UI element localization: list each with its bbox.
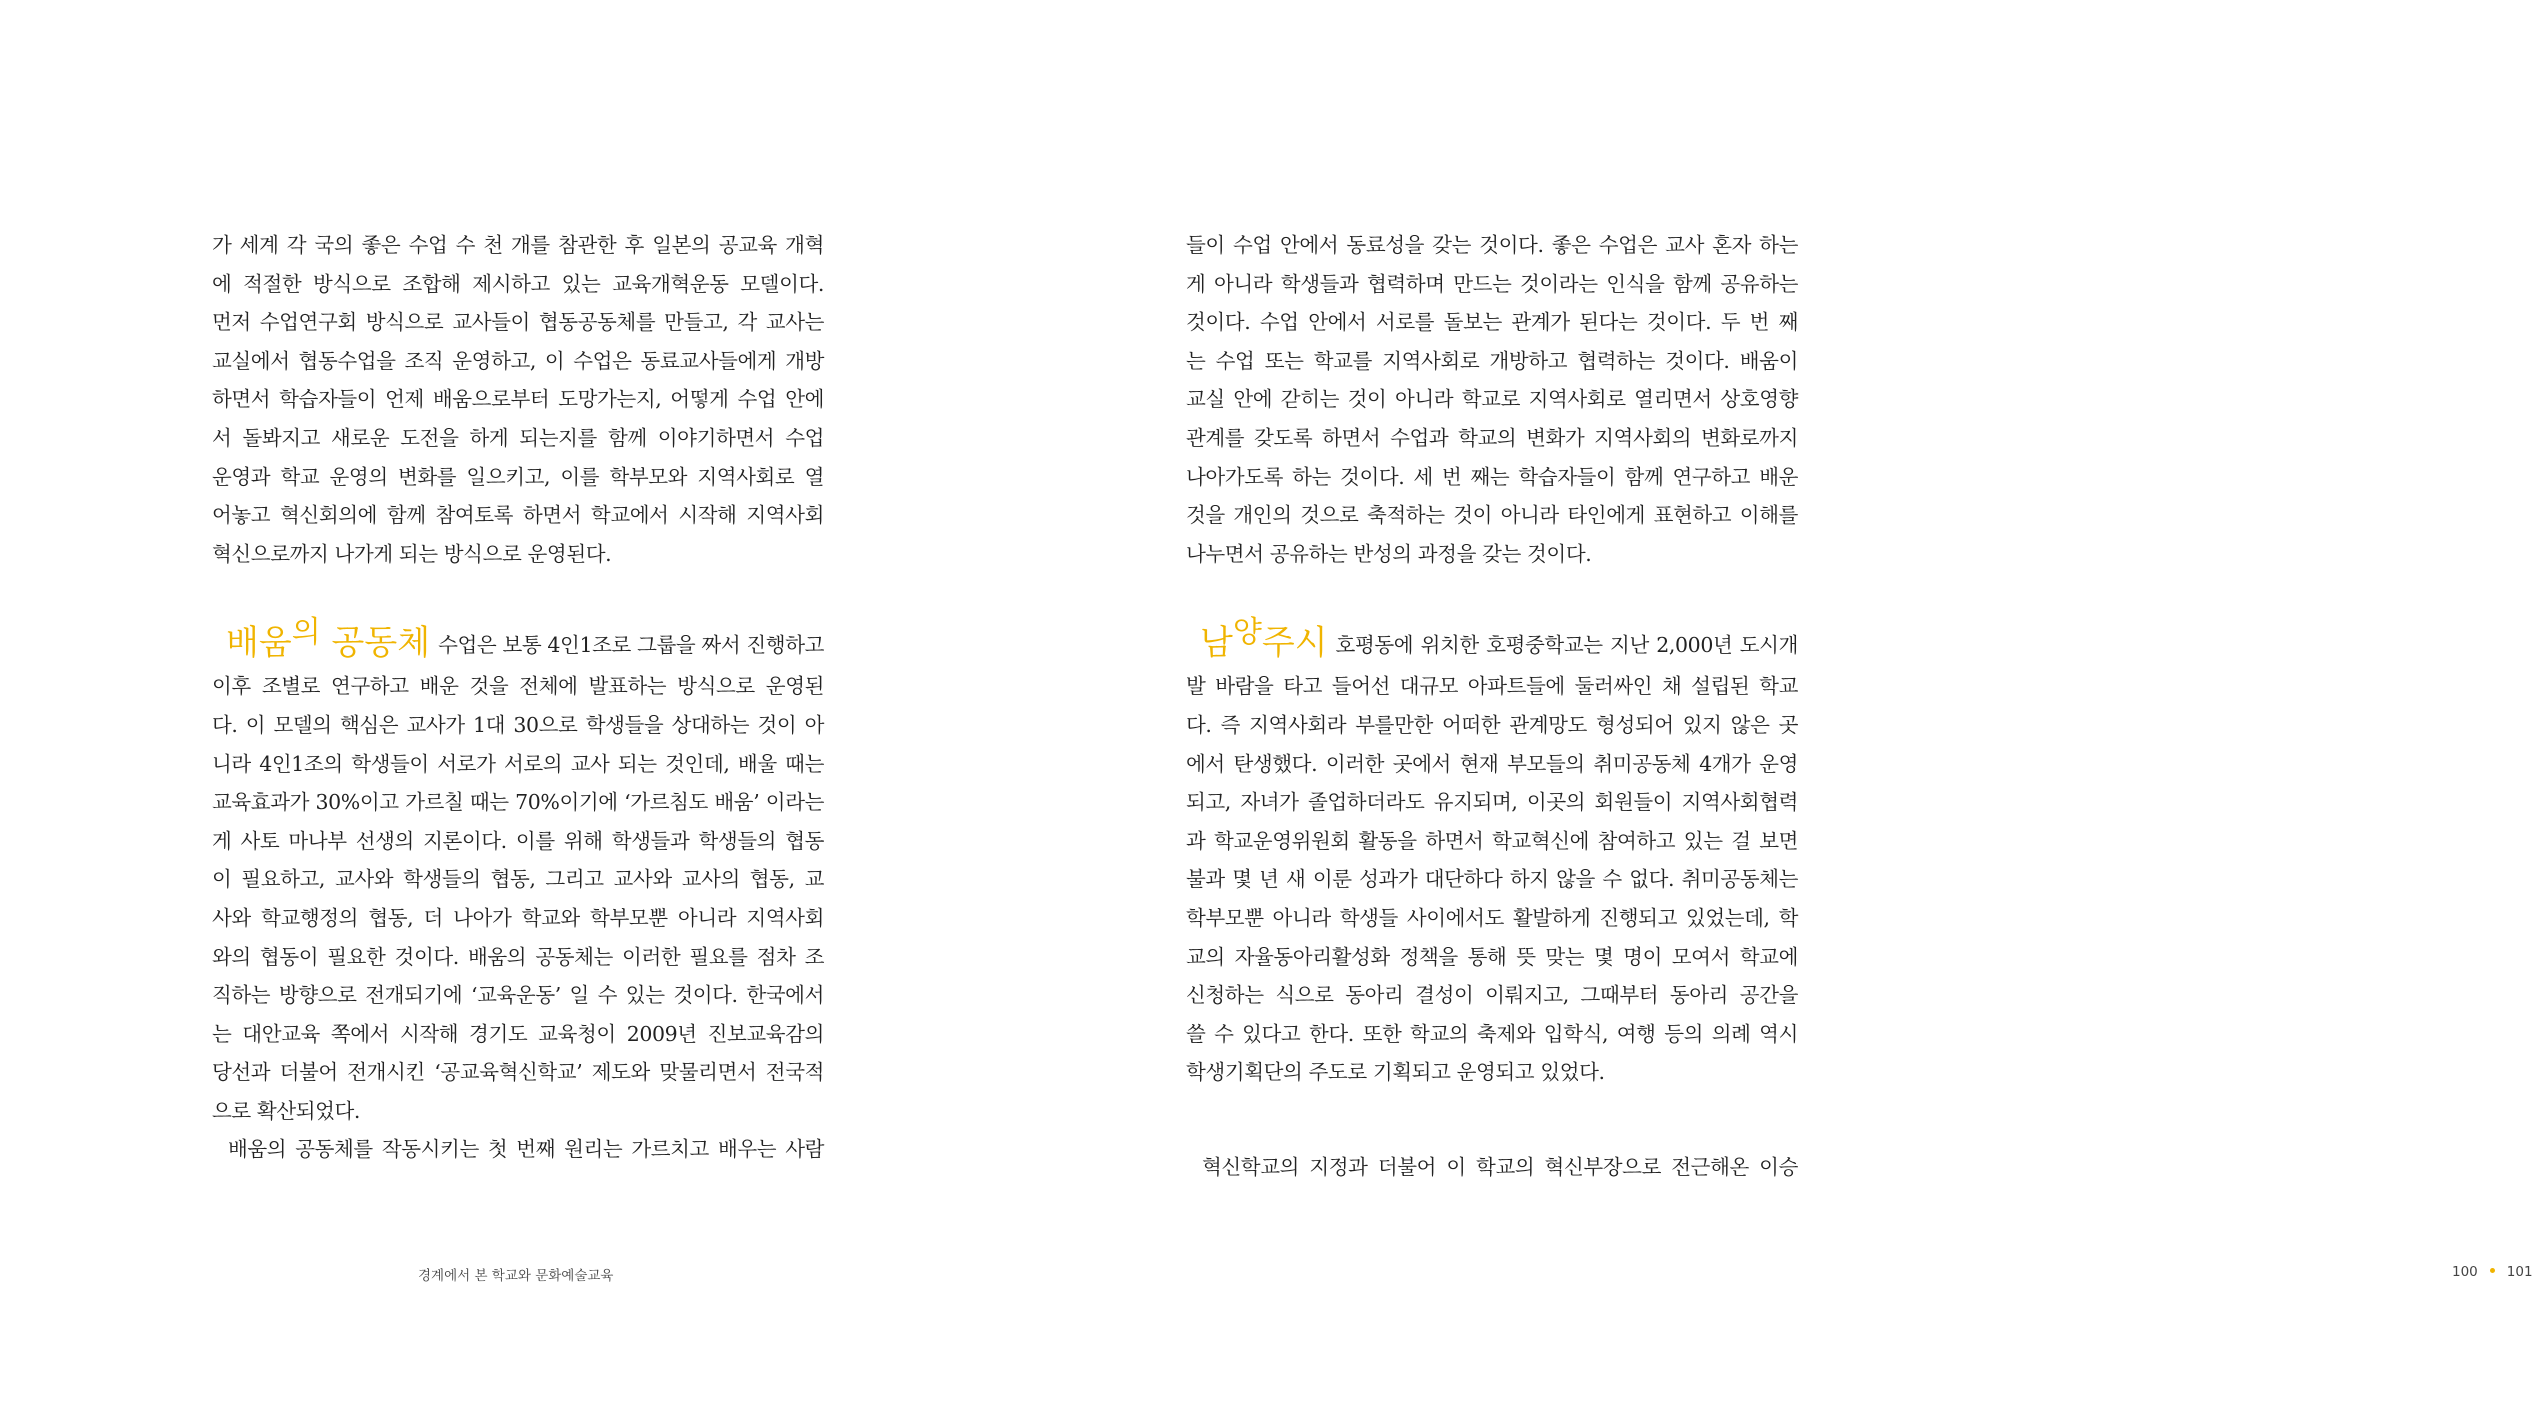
- text-line: 으로 확산되었다.: [212, 1098, 361, 1123]
- text-line: 사와 학교행정의 협동, 더 나아가 학교와 학부모뿐 아니라 지역사회: [212, 905, 824, 930]
- text-line: 교의 자율동아리활성화 정책을 통해 뜻 맞는 몇 명이 모여서 학교에: [1186, 944, 1798, 969]
- heading-main: 배움: [226, 623, 292, 664]
- text-line: 교육효과가 30%이고 가르칠 때는 70%이기에 ‘가르침도 배움’ 이라는: [212, 790, 824, 815]
- run-in-heading: [1200, 615, 1328, 664]
- heading-rest: 주시: [1261, 623, 1328, 664]
- text-line: 직하는 방향으로 전개되기에 ‘교육운동’ 일 수 있는 것이다. 한국에서: [212, 983, 824, 1008]
- heading-rest: 공동체: [331, 623, 431, 664]
- run-in-heading-line: [212, 615, 824, 667]
- right-page: [1000, 0, 2533, 1413]
- text-line: 이 필요하고, 교사와 학생들의 협동, 그리고 교사와 교사의 협동, 교: [212, 867, 824, 892]
- text-line: 발 바람을 타고 들어선 대규모 아파트들에 둘러싸인 채 설립된 학교: [1186, 674, 1798, 699]
- text-line: 것이다. 수업 안에서 서로를 돌보는 관계가 된다는 것이다. 두 번 째: [1186, 310, 1798, 335]
- right-paragraph-3: [1186, 1148, 1798, 1187]
- text-line: 혁신학교의 지정과 더불어 이 학교의 혁신부장으로 전근해온 이승: [1202, 1154, 1798, 1179]
- text-line: 나아가도록 하는 것이다. 세 번 째는 학습자들이 함께 연구하고 배운: [1186, 464, 1798, 489]
- text-line: 는 수업 또는 학교를 지역사회로 개방하고 협력하는 것이다. 배움이: [1186, 348, 1798, 373]
- text-line: 가 세계 각 국의 좋은 수업 수 천 개를 참관한 후 일본의 공교육 개혁: [212, 233, 824, 257]
- text-line: 불과 몇 년 새 이룬 성과가 대단하다 하지 않을 수 없다. 취미공동체는: [1186, 867, 1798, 892]
- text-line: 교실 안에 갇히는 것이 아니라 학교로 지역사회로 열리면서 상호영향: [1186, 387, 1798, 412]
- heading-sup: 양: [1232, 615, 1262, 651]
- text-line: 게 아니라 학생들과 협력하며 만드는 것이라는 인식을 함께 공유하는: [1186, 271, 1798, 296]
- text-line: 에 적절한 방식으로 조합해 제시하고 있는 교육개혁운동 모델이다.: [212, 271, 824, 296]
- running-footer-title: 경계에서 본 학교와 문화예술교육: [418, 1268, 614, 1284]
- text-line: 들이 수업 안에서 동료성을 갖는 것이다. 좋은 수업은 교사 혼자 하는: [1186, 233, 1798, 257]
- text-line: 당선과 더불어 전개시킨 ‘공교육혁신학교’ 제도와 맞물리면서 전국적: [212, 1060, 824, 1085]
- text-line: 다. 즉 지역사회라 부를만한 어떠한 관계망도 형성되어 있지 않은 곳: [1186, 712, 1798, 737]
- page-number-left: 100: [2452, 1264, 2478, 1280]
- text-line: 서 돌봐지고 새로운 도전을 하게 되는지를 함께 이야기하면서 수업: [212, 425, 824, 450]
- right-paragraph-1: [1186, 226, 1798, 573]
- text-line: 니라 4인1조의 학생들이 서로가 서로의 교사 되는 것인데, 배울 때는: [212, 751, 824, 776]
- text-line: 는 대안교육 쪽에서 시작해 경기도 교육청이 2009년 진보교육감의: [212, 1021, 824, 1046]
- left-paragraph-2: [212, 615, 824, 1130]
- left-page: [0, 0, 1000, 1413]
- separator-dot-icon: [2490, 1268, 2495, 1273]
- text-line: 혁신으로까지 나가게 되는 방식으로 운영된다.: [212, 541, 612, 566]
- page-numbers: [2452, 1264, 2533, 1280]
- text-line: 하면서 학습자들이 언제 배움으로부터 도망가는지, 어떻게 수업 안에: [212, 387, 824, 412]
- text-line: 교실에서 협동수업을 조직 운영하고, 이 수업은 동료교사들에게 개방: [212, 348, 824, 373]
- left-paragraph-3: [212, 1130, 824, 1169]
- page-number-right: 101: [2506, 1264, 2533, 1280]
- run-in-heading: [226, 615, 431, 664]
- text-line: 쓸 수 있다고 한다. 또한 학교의 축제와 입학식, 여행 등의 의례 역시: [1186, 1021, 1798, 1046]
- text-line: 다. 이 모델의 핵심은 교사가 1대 30으로 학생들을 상대하는 것이 아: [212, 712, 824, 737]
- text-line: 것을 개인의 것으로 축적하는 것이 아니라 타인에게 표현하고 이해를: [1186, 503, 1798, 528]
- left-text-column: [212, 226, 824, 1169]
- text-line: 어놓고 혁신회의에 함께 참여토록 하면서 학교에서 시작해 지역사회: [212, 503, 824, 528]
- text-line: 학생기획단의 주도로 기획되고 운영되고 있었다.: [1186, 1060, 1605, 1085]
- text-line: 되고, 자녀가 졸업하더라도 유지되며, 이곳의 회원들이 지역사회협력: [1186, 790, 1798, 815]
- text-line: 학부모뿐 아니라 학생들 사이에서도 활발하게 진행되고 있었는데, 학: [1186, 905, 1798, 930]
- right-paragraph-2: [1186, 615, 1798, 1092]
- left-paragraph-1: [212, 226, 824, 573]
- text-line: 배움의 공동체를 작동시키는 첫 번째 원리는 가르치고 배우는 사람: [228, 1137, 824, 1162]
- text-line: 신청하는 식으로 동아리 결성이 이뤄지고, 그때부터 동아리 공간을: [1186, 983, 1798, 1008]
- heading-tail-text: 수업은 보통 4인1조로 그룹을 짜서 진행하고: [438, 633, 825, 658]
- text-line: 와의 협동이 필요한 것이다. 배움의 공동체는 이러한 필요를 점차 조: [212, 944, 824, 969]
- heading-tail-text: 호평동에 위치한 호평중학교는 지난 2,000년 도시개: [1335, 633, 1798, 658]
- text-line: 게 사토 마나부 선생의 지론이다. 이를 위해 학생들과 학생들의 협동: [212, 828, 824, 853]
- heading-sup: 의: [291, 615, 321, 651]
- text-line: 나누면서 공유하는 반성의 과정을 갖는 것이다.: [1186, 541, 1592, 566]
- run-in-heading-line: [1186, 615, 1798, 667]
- text-line: 에서 탄생했다. 이러한 곳에서 현재 부모들의 취미공동체 4개가 운영: [1186, 751, 1798, 776]
- text-line: 운영과 학교 운영의 변화를 일으키고, 이를 학부모와 지역사회로 열: [212, 464, 824, 489]
- right-text-column: [1186, 226, 1798, 1186]
- text-line: 먼저 수업연구회 방식으로 교사들이 협동공동체를 만들고, 각 교사는: [212, 310, 824, 335]
- text-line: 과 학교운영위원회 활동을 하면서 학교혁신에 참여하고 있는 걸 보면: [1186, 828, 1798, 853]
- text-line: 관계를 갖도록 하면서 수업과 학교의 변화가 지역사회의 변화로까지: [1186, 425, 1798, 450]
- heading-main: 남: [1200, 623, 1233, 664]
- text-line: 이후 조별로 연구하고 배운 것을 전체에 발표하는 방식으로 운영된: [212, 674, 824, 699]
